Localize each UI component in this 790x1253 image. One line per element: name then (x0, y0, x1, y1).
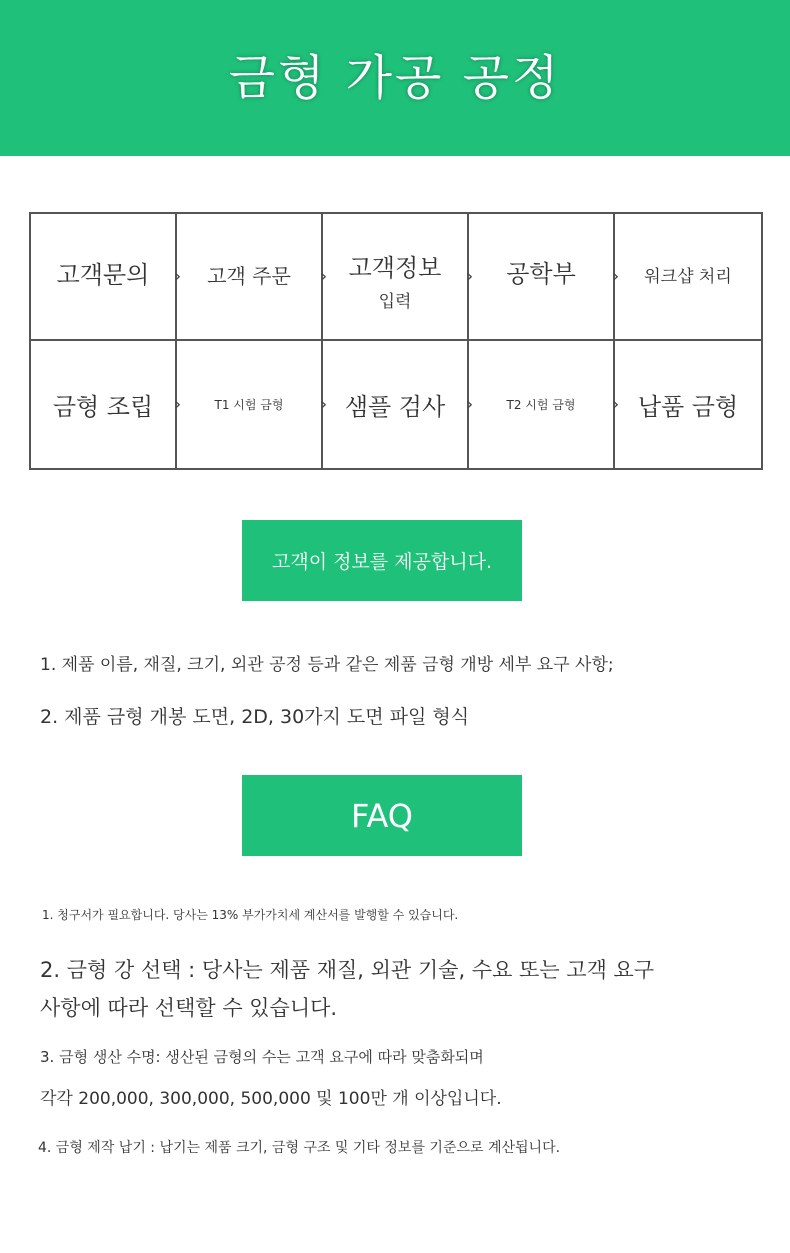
process-step-sublabel: 입력 (378, 291, 412, 312)
info-banner-label: 고객이 정보를 제공합니다. (271, 551, 492, 573)
chevron-right-icon: › (466, 265, 474, 287)
faq-banner (242, 775, 522, 856)
process-step-inquiry (31, 214, 177, 341)
process-step-label: 고객정보 (348, 253, 442, 282)
info-item: 2. 제품 금형 개봉 도면, 2D, 30가지 도면 파일 형식 (40, 706, 470, 728)
process-step-label: 납품 금형 (637, 393, 739, 421)
faq-item: 사항에 따라 선택할 수 있습니다. (40, 996, 338, 1020)
info-banner (242, 520, 522, 601)
process-step-assembly (31, 341, 177, 468)
process-step-label: 금형 조립 (52, 393, 154, 421)
chevron-right-icon: › (174, 265, 182, 287)
chevron-right-icon: › (320, 393, 328, 415)
process-step-label: T1 시험 금형 (214, 398, 284, 412)
faq-item: 2. 금형 강 선택 : 당사는 제품 재질, 외관 기술, 수요 또는 고객 요구 (40, 958, 655, 982)
info-item: 1. 제품 이름, 재질, 크기, 외관 공정 등과 같은 제품 금형 개방 세부 요구 사항; (40, 655, 614, 675)
page-header (0, 0, 790, 156)
process-step-label: 공학부 (506, 260, 576, 288)
page-title: 금형 가공 공정 (228, 49, 562, 106)
chevron-right-icon: › (612, 265, 620, 287)
process-grid (29, 212, 763, 470)
faq-banner-label: FAQ (351, 796, 413, 835)
process-step-label: T2 시험 금형 (506, 398, 576, 412)
faq-item: 4. 금형 제작 납기 : 납기는 제품 크기, 금형 구조 및 기타 정보를 기준으로 계산됩니다. (38, 1140, 561, 1156)
process-step-engineering (466, 214, 615, 341)
chevron-right-icon: › (320, 265, 328, 287)
faq-item: 1. 청구서가 필요합니다. 당사는 13% 부가가치세 계산서를 발행할 수 있습니다. (42, 908, 459, 922)
process-step-customer-info (320, 214, 469, 341)
process-step-delivery (612, 341, 761, 468)
process-step-sample-inspection (320, 341, 469, 468)
chevron-right-icon: › (174, 393, 182, 415)
process-step-t2-trial (466, 341, 615, 468)
process-step-t1-trial (174, 341, 323, 468)
process-step-label: 샘플 검사 (344, 393, 446, 421)
process-step-label: 워크샵 처리 (644, 267, 732, 287)
process-step-label: 고객문의 (56, 261, 150, 289)
faq-item: 각각 200,000, 300,000, 500,000 및 100만 개 이상입니다. (40, 1089, 502, 1109)
chevron-right-icon: › (612, 393, 620, 415)
process-step-label: 고객 주문 (207, 264, 291, 288)
faq-item: 3. 금형 생산 수명: 생산된 금형의 수는 고객 요구에 따라 맞춤화되며 (40, 1048, 484, 1066)
process-step-workshop (612, 214, 761, 341)
process-step-order (174, 214, 323, 341)
chevron-right-icon: › (466, 393, 474, 415)
